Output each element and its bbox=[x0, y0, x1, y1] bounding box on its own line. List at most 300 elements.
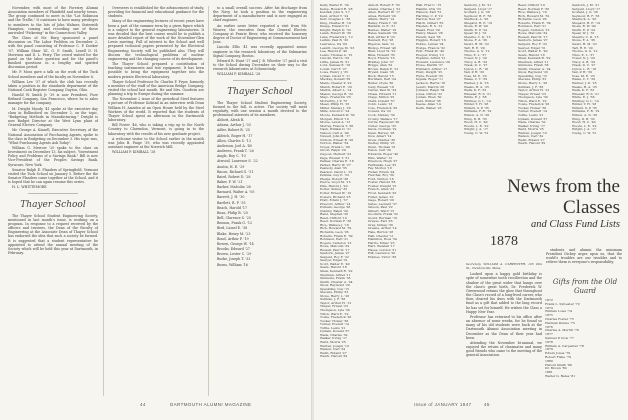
list-item: Norton, Walter '34 bbox=[320, 142, 349, 146]
list-item: Curtis, Raymond '26 bbox=[368, 121, 400, 125]
list-item: Spear, W. J. '31 bbox=[464, 32, 487, 36]
paragraph: Burns, William '16 bbox=[217, 262, 248, 267]
tuck-heading: Thayer School bbox=[227, 86, 293, 97]
list-item: Leavitt, George M. '23 bbox=[320, 46, 355, 50]
list-item: Buck, Harold '15 bbox=[368, 74, 394, 78]
paragraph: Allen, Charles S. '13 bbox=[217, 138, 251, 143]
list-item: Mead, Philip H. '16 bbox=[320, 103, 350, 107]
list-item: Little, James W. '31 bbox=[320, 60, 350, 64]
list-item: Shaw, Kenneth R. '29 bbox=[518, 57, 551, 61]
list-item: Shaw, Kenneth R. '29 bbox=[320, 270, 353, 274]
name-list-2 bbox=[368, 4, 414, 398]
list-item: Baldwin, G. E. '31 bbox=[368, 25, 396, 29]
list-item: Miller, Stanley J. '28 bbox=[320, 106, 351, 110]
list-item: Richards, Leon '26 bbox=[518, 18, 547, 22]
paragraph: Thayer School Professor Dr. Charles F. Pryor, formerly a member of the staff of the American Bridge Company, visited the school last month. He and Mrs. Goodwin are planning a trip to Europe during the summer. bbox=[108, 79, 204, 97]
list-item: Welch, Harold '39 bbox=[518, 142, 546, 146]
list-item: Taylor, Arthur H. '12 bbox=[320, 301, 352, 305]
list-item: Fletcher, Roy '30 bbox=[368, 174, 394, 178]
list-item: Ford, Clinton '16 bbox=[368, 177, 394, 181]
list-item: Hall, Chester '11 bbox=[368, 234, 394, 238]
paragraph: students and alumni the minimum President Dickey urges upon us, that the world's troubles are our troubles and to relieve them is everyone's responsibility. bbox=[546, 248, 622, 265]
list-item: Jackson, Harris '18 bbox=[416, 82, 446, 86]
list-item: Gilbert, Ward '15 bbox=[368, 209, 395, 213]
list-item: Higgins, Robert '16 bbox=[416, 39, 446, 43]
list-item: Young, C. W. '31 bbox=[572, 131, 597, 135]
list-item: Prescott, Arthur '14 bbox=[320, 202, 351, 206]
list-item: Kent, Arthur T. '24 bbox=[320, 14, 349, 18]
list-item: Welch, Harold '39 bbox=[320, 355, 348, 359]
list-item: Frost, Kenneth '25 bbox=[368, 191, 397, 195]
list-item: Swett, H. M. '22 bbox=[464, 43, 489, 47]
list-item: Gates, Leonard '37 bbox=[368, 202, 397, 206]
list-item: Robinson, Earl '21 bbox=[518, 25, 547, 29]
list-item: Atkins, Harry '14 bbox=[368, 18, 395, 22]
paragraph: A welcome visitor to the School earlier in the month was John B. Paige '39, who was recently appointed assistant engineer at the Norwich Mill. bbox=[108, 136, 204, 149]
list-item: Rogers, Carleton '13 bbox=[320, 241, 352, 245]
list-item: Upton, L. R. '18 bbox=[464, 67, 489, 71]
list-item: Thompson, Lyle '30 bbox=[518, 96, 548, 100]
list-item: Sherman, Alfred '11 bbox=[320, 273, 351, 277]
list-item: Weeks, H. A. '25 bbox=[572, 85, 597, 89]
paragraph: The Thayer School prepared a contribution of teaching instruments and test equipment. It has been possible to bring the equipment together into the modern private Electrical laboratory. bbox=[108, 62, 204, 79]
list-item: Wheeler, R. S. '21 bbox=[464, 92, 491, 96]
list-item: Gibson, Paul '22 bbox=[368, 206, 393, 210]
news-title-block bbox=[468, 176, 620, 231]
list-item: Clapp, Milton '25 bbox=[368, 96, 395, 100]
name-list-3 bbox=[416, 4, 462, 398]
paragraph: Brooks, Edward '27 bbox=[217, 247, 250, 252]
list-item: Noyes, Frank L. '09 bbox=[320, 145, 350, 149]
list-item: Warren, Joseph '10 bbox=[518, 131, 547, 135]
list-item: Ellis, Walter '12 bbox=[368, 156, 393, 160]
list-item: Hewitt, Saul '36 bbox=[416, 35, 441, 39]
list-item: Walker, Irving '17 bbox=[518, 124, 545, 128]
list-item: Scofield, J. G. '28 bbox=[572, 11, 598, 15]
list-item: Holt, Frank M. '40 bbox=[416, 50, 445, 54]
list-item: Fowler, Dwight '21 bbox=[368, 184, 397, 188]
list-item: Walter G. Bates '81 bbox=[545, 374, 576, 378]
list-item: Whitney, G. L. '14 bbox=[464, 99, 491, 103]
list-item: Palmer, Charles E. '18 bbox=[320, 160, 354, 164]
list-item: Swett, H. M. '22 bbox=[572, 43, 597, 47]
paragraph: WILLIAM P. KIMBALL '28 bbox=[112, 150, 156, 155]
list-item: Dow, Albert '14 bbox=[368, 135, 392, 139]
paragraph: Bartlett, R. F. '35 bbox=[217, 200, 246, 205]
list-item: Smith, Chester A. '24 bbox=[518, 67, 551, 71]
list-item: Howard, Laurence '29 bbox=[416, 60, 450, 64]
list-item: Sears, Harold '18 bbox=[320, 266, 347, 270]
list-item: Foster, Harold '38 bbox=[368, 181, 396, 185]
list-item: Henry, Mason '28 bbox=[416, 32, 443, 36]
list-item: Knight, Ralph D. '33 bbox=[320, 28, 351, 32]
list-item: Boyd, Francis '16 bbox=[368, 57, 395, 61]
list-item: Wells, K. F. '32 bbox=[572, 89, 595, 93]
list-item: Bliss, Howard '35 bbox=[368, 53, 395, 57]
list-item: Hall, Fred C. '15 bbox=[416, 4, 442, 7]
left-page bbox=[0, 0, 312, 420]
column-rule bbox=[208, 6, 209, 396]
issue-date: Issue of JANUARY 1947 bbox=[414, 402, 472, 407]
list-item: Charles A. Merrill '76 bbox=[545, 329, 579, 333]
news-subtitle: and Class Fund Lists bbox=[531, 219, 620, 230]
paragraph: Professor has returned to his office after an absence of some weeks, for he found so many of his old students were back at the Dartmouth Alumni Association meeting in December as the Dean of their year had been. bbox=[466, 314, 542, 340]
list-item: Kerr, Douglas L. '36 bbox=[320, 18, 351, 22]
list-item: Titus, E. L. '37 bbox=[464, 53, 487, 57]
name-list-5 bbox=[518, 4, 568, 170]
list-item: Spear, W. J. '31 bbox=[572, 32, 595, 36]
list-item: Spaulding, Guy '15 bbox=[518, 74, 547, 78]
list-item: Gray, Sidney '39 bbox=[368, 223, 393, 227]
list-item: Gould, Herman '19 bbox=[368, 216, 397, 220]
list-item: Williams, F. R. '19 bbox=[572, 110, 600, 114]
gifts-box bbox=[545, 278, 625, 379]
list-item: Cole, Frederick '29 bbox=[368, 106, 398, 110]
list-item: Sanborn, James '27 bbox=[518, 39, 548, 43]
list-item: Wright, J. A. '17 bbox=[572, 128, 596, 132]
list-item: Morgan, Elliott '19 bbox=[320, 117, 349, 121]
list-item: Wales, C. T. '39 bbox=[464, 78, 487, 82]
list-item: Vail, P. H. '30 bbox=[464, 71, 484, 75]
list-item: Sargent, Lloyd '17 bbox=[464, 7, 492, 11]
col2-paragraphs bbox=[108, 6, 204, 154]
list-item: Bailey, Frank T. '26 bbox=[368, 21, 398, 25]
list-item: Porter, Sidney '33 bbox=[320, 188, 348, 192]
list-item: Wade, Charles '32 bbox=[320, 333, 348, 337]
list-item: Tower, N. J. '20 bbox=[464, 57, 487, 61]
divider bbox=[28, 193, 78, 194]
list-item: Greene, Arthur '14 bbox=[368, 227, 397, 231]
list-item: 1874 bbox=[545, 306, 553, 310]
list-item: Rowe, Malcolm '34 bbox=[320, 245, 350, 249]
list-item: Stevens, Philip '33 bbox=[320, 291, 349, 295]
list-item: Cutler, George '33 bbox=[368, 124, 396, 128]
list-item: Fuller, James '10 bbox=[368, 195, 394, 199]
list-item: Smith, Chester A. '24 bbox=[320, 280, 353, 284]
list-item: Tucker, Homer '36 bbox=[518, 106, 547, 110]
list-item: Tuttle, Lewis '21 bbox=[518, 113, 544, 117]
list-item: Rice, Wallace J. '16 bbox=[320, 223, 349, 227]
list-item: Rogers, Carleton '13 bbox=[518, 28, 550, 32]
list-item: Taylor, Arthur H. '12 bbox=[518, 89, 550, 93]
paragraph: Mr. George A. Kinsell, Executive Secretary of the National Association of Purchasing Agents, spoke to the class in Budgeting on December 3. His topic was, "What Purchasing Agents Ask Today". bbox=[8, 128, 98, 145]
list-item: Rand, Stephen '30 bbox=[320, 213, 349, 217]
list-item: Hobbs, Lyman '24 bbox=[416, 43, 444, 47]
col3-paragraphs bbox=[213, 6, 307, 77]
list-item: Webb, Roland '27 bbox=[320, 351, 347, 355]
list-item: Trask, D. C. '27 bbox=[464, 64, 488, 68]
list-item: Rice, Wallace J. '16 bbox=[518, 11, 547, 15]
list-item: Smith, E. P. '24 bbox=[464, 28, 487, 32]
list-item: Quimby, Ralph '24 bbox=[320, 209, 348, 213]
list-item: Pierce, Lloyd M. '15 bbox=[320, 181, 351, 185]
list-item: Crosby, Wallace '17 bbox=[368, 117, 398, 121]
list-item: Tuttle, Lewis '21 bbox=[320, 326, 346, 330]
left-column-1 bbox=[8, 6, 98, 398]
list-item: Sullivan, J. F. '38 bbox=[320, 298, 346, 302]
list-item: Tilton, Ward E. '19 bbox=[518, 99, 547, 103]
paragraph: Many of the engineering lectures of recent years have been a part of the summer term by a given figure which is a subject to the general engineering laboratories. It was decided that the best course would be to publish a more detailed report of the work of the November-Glen Lewis meeting. Full of interest to the School and well prepared technical papers presented by the Electrical Engineering Society will be published also. They will discuss the technological problems of nuclear engineering and the changing course of its development. bbox=[108, 19, 204, 61]
list-item: Wing, D. B. '33 bbox=[572, 117, 595, 121]
list-item: Whitney, G. L. '14 bbox=[572, 99, 599, 103]
paragraph: Atwood, Laurence S. '22 bbox=[217, 159, 258, 164]
list-item: Dunn, Thomas '31 bbox=[368, 145, 396, 149]
gifts-list bbox=[545, 299, 625, 379]
list-item: Read, Clifford '19 bbox=[320, 216, 347, 220]
list-item: Wood, H. C. '40 bbox=[572, 121, 596, 125]
list-item: Pratt, Edwin J. '37 bbox=[320, 199, 348, 203]
magazine-name: DARTMOUTH ALUMNI MAGAZINE bbox=[170, 402, 252, 407]
list-item: Parker, Harry W. '27 bbox=[320, 163, 351, 167]
list-item: Hart, Wendell '17 bbox=[368, 245, 395, 249]
list-item: Brown, Ralph E. '21 bbox=[368, 67, 399, 71]
list-item: Briggs, Alan '32 bbox=[368, 64, 393, 68]
list-item: Shattuck, A. '26 bbox=[464, 18, 489, 22]
list-item: Graves, Earl '26 bbox=[368, 220, 393, 224]
paragraph: H. L. WHITTEMORE bbox=[12, 185, 47, 190]
list-item: Wood, H. C. '40 bbox=[464, 121, 488, 125]
list-item: Russell, Paul W. '17 bbox=[518, 35, 548, 39]
paragraph: Benson, Frank G. '12 bbox=[217, 221, 253, 226]
list-item: Webb, Roland '27 bbox=[518, 138, 545, 142]
list-item: King, Charles H. '19 bbox=[320, 21, 351, 25]
list-item: Lewis, Thomas A. '15 bbox=[320, 53, 353, 57]
paragraph: Barnard, Walter A. '05 bbox=[217, 190, 255, 195]
list-item: 1875 bbox=[545, 314, 553, 318]
list-item: Woods, L. E. '22 bbox=[464, 124, 489, 128]
list-item: Sanborn, James '27 bbox=[320, 252, 350, 256]
list-item: Heald, Fred '20 bbox=[416, 28, 440, 32]
list-item: Chase, Edward '11 bbox=[368, 92, 397, 96]
list-item: Hanson, Earl '31 bbox=[416, 11, 442, 15]
paragraph: Baird, Robert D. '28 bbox=[217, 174, 251, 179]
list-item: Carter, Paul W. '34 bbox=[368, 89, 397, 93]
list-item: Thayer, Ernest '23 bbox=[320, 305, 348, 309]
list-item: Cady, Russell '18 bbox=[368, 85, 394, 89]
list-item: Dr. Brown '80 bbox=[545, 367, 567, 371]
list-item: White, E. J. '38 bbox=[464, 96, 487, 100]
list-item: Sawyer, Edgar '31 bbox=[518, 46, 546, 50]
list-item: Bell, Arthur P. '23 bbox=[368, 35, 395, 39]
list-item: Walker, Irving '17 bbox=[320, 337, 347, 341]
list-item: Roberts, Frank E. '39 bbox=[320, 234, 353, 238]
paragraph: Bell, Clarence S. '25 bbox=[217, 216, 251, 221]
list-item: Conant, Ira '22 bbox=[368, 110, 391, 114]
list-item: Warren, Joseph '10 bbox=[320, 344, 349, 348]
list-item: Turner, Everett '14 bbox=[518, 110, 547, 114]
list-item: Jewett, Marvin '26 bbox=[416, 85, 445, 89]
list-item: Scofield, J. G. '28 bbox=[464, 11, 490, 15]
list-item: Martin, Albert L. '14 bbox=[320, 89, 352, 93]
list-item: Peabody, Alan '35 bbox=[320, 167, 347, 171]
list-item: Drew, Charles '36 bbox=[368, 138, 396, 142]
paragraph: Senator Ralph E. Flanders of Springfield, Vermont visited the Tuck School on January 5. Before the the Senator Flanders came together at the School, and it is hoped that he can again resume this series. bbox=[8, 167, 98, 185]
list-item: Tucker, Homer '36 bbox=[320, 319, 349, 323]
list-item: Perkins, Guy E. '23 bbox=[320, 174, 349, 178]
list-item: Wilson, A. N. '26 bbox=[572, 113, 598, 117]
news-title: News from the Classes bbox=[507, 176, 620, 218]
list-item: Lincoln, Earl S. '29 bbox=[320, 57, 349, 61]
list-item: Nichols, Ernest B. '26 bbox=[320, 138, 354, 142]
list-item: Lane, Frederick J. '12 bbox=[320, 35, 353, 39]
page-number-right: 45 bbox=[484, 402, 490, 407]
list-item: Knapp, Edward '21 bbox=[320, 25, 350, 29]
list-item: Howe, Merrill '37 bbox=[416, 64, 443, 68]
list-item: Kelly, Walter E. '30 bbox=[320, 4, 349, 7]
list-item: Shattuck, A. '26 bbox=[572, 18, 597, 22]
list-item: Ward, Morris '25 bbox=[518, 128, 544, 132]
page-number-left: 44 bbox=[140, 402, 146, 407]
class-year-heading: 1878 bbox=[490, 234, 518, 249]
list-item: Sears, Harold '18 bbox=[518, 53, 545, 57]
far-right-paragraphs bbox=[546, 248, 622, 265]
list-item: Harold Smith '80 bbox=[545, 363, 572, 367]
list-item: Thayer, Ernest '23 bbox=[518, 92, 546, 96]
list-item: 1872 bbox=[545, 299, 553, 302]
list-item: Hunt, Dwight '25 bbox=[416, 71, 443, 75]
paragraph: Edward B. Hunt '27 and J. B. Wheeler '27 paid a visit to the School during December on their way to the research laboratories at Schenectady. bbox=[213, 58, 307, 72]
list-item: Olcott, Ralph '29 bbox=[320, 149, 346, 153]
list-item: Edwards, Roger '40 bbox=[368, 152, 399, 156]
list-item: Simmons, Frank '35 bbox=[518, 64, 549, 68]
list-item: Cobb, Lewis '13 bbox=[368, 103, 393, 107]
list-item: Mason, George R. '32 bbox=[320, 92, 353, 96]
paragraph: Attending the November bi-annual, we enjoyed the return of classmates and many good friends who came to the meeting of the general Association. bbox=[466, 340, 542, 358]
list-item: Hubbard, Arthur '17 bbox=[416, 67, 448, 71]
list-item: Goodwin, Frank '32 bbox=[368, 213, 398, 217]
list-item: Tracy, A. B. '34 bbox=[572, 60, 595, 64]
list-item: Watson, Carl '34 bbox=[518, 135, 544, 139]
list-item: Fay, Morton '18 bbox=[368, 167, 392, 171]
name-list-1 bbox=[320, 4, 366, 398]
list-item: Towle, Frederick '26 bbox=[518, 103, 550, 107]
list-item: Lee, Harold P. '40 bbox=[320, 50, 347, 54]
list-item: Hale, Burton '28 bbox=[368, 231, 394, 234]
list-item: 1877 bbox=[545, 333, 553, 337]
list-item: Scott, Walter E. '40 bbox=[320, 262, 350, 266]
list-item: Emerson, Hugh '27 bbox=[368, 160, 398, 164]
list-item: Stone, F. A. '36 bbox=[572, 39, 595, 43]
list-item: Snow, Raymond '20 bbox=[320, 284, 350, 288]
list-item: Edwin Jones '79 bbox=[545, 352, 571, 356]
paragraph: The November 2 issue of the periodical Steel features a picture of Professor Kolstad in an interview with Dean William H. Amsden at an Open House held by the Steel Workers of the world. It reported that the students of Thayer School spent an afternoon in the Dartmouth laboratory. bbox=[108, 97, 204, 123]
paragraph: Andrews, Frank T. '26 bbox=[217, 149, 254, 154]
list-item: Hayes, Gordon '31 bbox=[368, 248, 397, 252]
name-list-6 bbox=[572, 4, 624, 170]
list-item: Lovell, Carl F. '27 bbox=[320, 67, 347, 71]
list-item: Allen, Herbert W. '17 bbox=[368, 11, 400, 15]
list-item: 1876 bbox=[545, 325, 553, 329]
list-item: Herman Dunne '75 bbox=[545, 321, 575, 325]
list-item: Ward, Morris '25 bbox=[320, 340, 346, 344]
paragraph: Bill Foster '46, who is taking a trip up to the North Country to Clarendon, Vermont, is going in to the laboratory with the results of his new graduate project. bbox=[108, 123, 204, 136]
list-item: French, Allen '33 bbox=[368, 188, 395, 192]
list-item: Watson, Carl '34 bbox=[320, 348, 346, 352]
list-item: Fairbanks, Lee '35 bbox=[368, 163, 397, 167]
left-column-3 bbox=[213, 6, 307, 398]
list-item: Hatch, Gilbert '35 bbox=[416, 21, 444, 25]
list-item: Richards, Leon '26 bbox=[320, 231, 349, 234]
list-item: Shepard, H. E. '19 bbox=[464, 21, 492, 25]
paragraph: Mr. P. Moss gave a talk on the work of the Tuck School members and of the faculty on November 6. bbox=[8, 70, 98, 79]
list-item: 1881 bbox=[545, 371, 553, 375]
list-item: Sullivan, J. F. '38 bbox=[518, 85, 544, 89]
list-item: Clark, Donald '37 bbox=[368, 99, 395, 103]
list-item: Putnam, George '28 bbox=[320, 206, 351, 210]
paragraph: Barrett, J. H. '30 bbox=[217, 195, 245, 200]
secretary-byline: Secretary, WILLIAM A. CARPENTER, 125 Otis St., Newtonville, Mass. bbox=[466, 262, 542, 271]
list-item: 1880 bbox=[545, 359, 553, 363]
list-item: Harlow, Ned '27 bbox=[416, 18, 441, 22]
list-item: Wheeler, R. S. '21 bbox=[572, 92, 599, 96]
list-item: Moore, Kenneth W. '30 bbox=[320, 113, 355, 117]
name-list-4 bbox=[464, 4, 514, 170]
list-item: Robert Fiske '79 bbox=[545, 355, 571, 359]
list-item: Sherman, Alfred '11 bbox=[518, 60, 549, 64]
paragraph: William G. Merrow '20 spoke to the class on Investment on December 13, his subject, "Investment Policy and Problems of a Savings Bank." Bill is now Vice-President of the Peoples Savings Bank, Syracuse, New York. bbox=[8, 146, 98, 167]
paragraph: Adler, Robert B. '25 bbox=[217, 128, 250, 133]
list-item: Marsh, Robert E. '20 bbox=[320, 85, 352, 89]
paragraph: William Lee '37 of which the club has recently taken a position in the standards department of the National Cash Register Company, Dayton, Ohio. bbox=[8, 79, 98, 92]
list-item: Harding, C. P. '19 bbox=[416, 14, 443, 18]
list-item: Fisher, Edwin '24 bbox=[368, 170, 395, 174]
list-item: Shepard, H. E. '19 bbox=[572, 21, 600, 25]
list-item: Potter, Ernest W. '10 bbox=[320, 191, 352, 195]
list-item: Jordan, Eben '30 bbox=[416, 96, 442, 100]
list-item: Judd, Wilbur '38 bbox=[416, 99, 441, 103]
list-item: Lyman, Oscar T. '11 bbox=[320, 74, 351, 78]
list-item: Pearson, David L. '12 bbox=[320, 170, 353, 174]
list-item: Towle, Frederick '26 bbox=[320, 316, 352, 320]
list-item: Reed, Norman F. '36 bbox=[320, 220, 352, 224]
list-item: Phelps, Robert '38 bbox=[320, 177, 349, 181]
paragraph: An earlier news letter reported a visit from Mr. Weaver, the executive from the General Electric Company at Prairie River, who received the honorary degree of Doctor of Engineering at Commencement last June. bbox=[213, 23, 307, 45]
list-item: Sanborn, J. M. '21 bbox=[464, 4, 492, 7]
list-item: Wales, C. T. '39 bbox=[572, 78, 595, 82]
left-column-2 bbox=[108, 6, 204, 398]
list-item: Morse, Lewis A. '13 bbox=[320, 121, 351, 125]
col1-thayer-paragraphs bbox=[8, 214, 98, 256]
list-item: Scott, Walter E. '40 bbox=[518, 50, 548, 54]
list-item: Hamilton, Ross '34 bbox=[368, 238, 397, 242]
list-item: Sargent, Lloyd '17 bbox=[572, 7, 600, 11]
list-item: Vose, M. E. '23 bbox=[572, 74, 595, 78]
news-paragraphs bbox=[466, 272, 542, 357]
list-item: Nelson, Carl A. '40 bbox=[320, 131, 349, 135]
list-item: Powers, Richard '25 bbox=[320, 195, 351, 199]
list-item: Read, Clifford '19 bbox=[518, 4, 545, 7]
list-item: William A. Carpenter '78 bbox=[545, 344, 584, 348]
list-item: Titus, E. L. '37 bbox=[572, 53, 595, 57]
paragraph: Harold W. Smith Jr '39 is now President, Pure Refined Company, San Francisco, where he is sales manager for the company. bbox=[8, 93, 98, 106]
list-item: Sloan, R. W. '40 bbox=[572, 25, 596, 29]
list-item: Wilder, T. H. '28 bbox=[464, 103, 489, 107]
list-item: Turner, Everett '14 bbox=[320, 323, 349, 327]
list-item: Trask, D. C. '27 bbox=[572, 64, 596, 68]
list-item: Thompson, Lyle '30 bbox=[320, 309, 350, 313]
list-item: 1879 bbox=[545, 348, 553, 352]
list-item: Lawrence, Ira '09 bbox=[320, 43, 347, 47]
list-item: Burnham, Earl '24 bbox=[368, 78, 396, 82]
list-item: Willard, S. P. '35 bbox=[464, 106, 489, 110]
column-rule bbox=[103, 6, 104, 396]
list-item: Bennett, Roy '28 bbox=[368, 39, 394, 43]
list-item: Robinson, Earl '21 bbox=[320, 238, 349, 242]
news-column bbox=[466, 262, 542, 398]
list-item: Weeks, H. A. '25 bbox=[464, 85, 489, 89]
list-item: Warner, J. D. '16 bbox=[572, 82, 597, 86]
list-item: Snow, Raymond '20 bbox=[518, 71, 548, 75]
